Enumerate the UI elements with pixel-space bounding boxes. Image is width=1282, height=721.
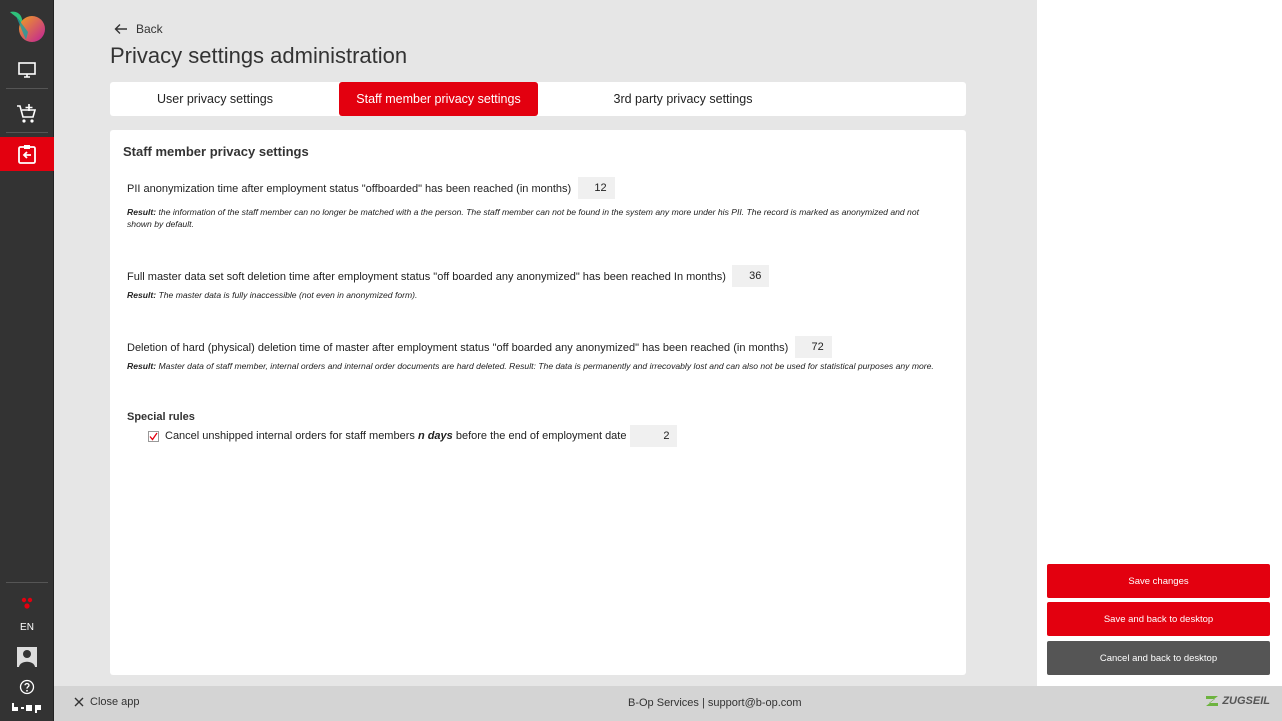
settings-panel [110, 130, 966, 675]
special-rule-text [165, 430, 626, 442]
close-app-button[interactable] [74, 696, 140, 708]
tab-staff-member-privacy[interactable]: Staff member privacy settings [339, 82, 538, 116]
save-changes-button[interactable]: Save changes [1047, 564, 1270, 598]
tab-third-party-privacy[interactable]: 3rd party privacy settings [613, 92, 753, 106]
cancel-orders-checkbox[interactable] [148, 431, 159, 442]
setting-label: PII anonymization time after employment status "offboarded" has been reached (in months) [127, 183, 572, 196]
app-logo [8, 8, 48, 46]
result-prefix: Result: [127, 361, 157, 371]
help-icon [19, 679, 35, 695]
alert-icon [19, 595, 35, 611]
arrow-left-icon [114, 23, 128, 35]
back-label: Back [136, 22, 163, 36]
add-cart-icon [16, 103, 38, 125]
setting-hard-deletion [127, 336, 832, 358]
setting-result [127, 206, 942, 230]
page-title: Privacy settings administration [110, 43, 408, 68]
close-app-label: Close app [90, 696, 140, 708]
tab-user-privacy[interactable]: User privacy settings [156, 92, 273, 106]
sidebar-item-help[interactable] [0, 670, 54, 704]
result-text: Master data of staff member, internal orders and internal order documents are hard deleted. Result: The data is permanently and irrecovably lost and can also not be used for statistical purposes any more. [156, 361, 934, 371]
footer [54, 686, 1282, 721]
brand-logo [1205, 695, 1270, 707]
special-rule-row [148, 425, 677, 447]
setting-label: Full master data set soft deletion time after employment status "off boarded any anonymized" has been reached In months) [127, 271, 726, 284]
sidebar-divider [6, 582, 48, 583]
panel-title: Staff member privacy settings [123, 144, 309, 159]
days-input[interactable]: 2 [630, 425, 677, 447]
back-link[interactable] [114, 22, 163, 36]
result-prefix: Result: [127, 290, 157, 300]
brand-name: ZUGSEIL [1222, 695, 1270, 707]
result-text: the information of the staff member can no longer be matched with a the person. The staff member can not be found in the system any more under his PII. The record is marked as anonymized and not shown by default. [127, 207, 919, 229]
sidebar-item-notifications[interactable] [0, 586, 54, 620]
sidebar-divider [6, 132, 48, 133]
special-rules-title: Special rules [127, 411, 195, 423]
setting-soft-deletion [127, 265, 769, 287]
clipboard-return-icon [17, 143, 37, 165]
action-pane [1037, 0, 1282, 686]
setting-label: Deletion of hard (physical) deletion time of master after employment status "off boarded any anonymized" has been reached (in months) [127, 342, 789, 355]
result-prefix: Result: [127, 207, 157, 217]
checkmark-icon [149, 432, 158, 441]
special-rule-text-before: Cancel unshipped internal orders for staff members [165, 430, 415, 442]
result-text: The master data is fully inaccessible (not even in anonymized form). [156, 290, 418, 300]
cancel-and-back-button[interactable]: Cancel and back to desktop [1047, 641, 1270, 675]
months-input[interactable]: 12 [578, 177, 615, 199]
setting-result [127, 289, 942, 301]
close-icon [74, 697, 84, 707]
setting-pii-anonymization [127, 177, 615, 199]
special-rule-emphasis: n days [417, 430, 453, 442]
sidebar-item-cart[interactable] [0, 97, 54, 131]
language-selector[interactable]: EN [20, 622, 34, 633]
special-rule-text-after: before the end of employment date [455, 430, 627, 442]
user-avatar-icon [17, 647, 37, 667]
save-and-back-button[interactable]: Save and back to desktop [1047, 602, 1270, 636]
months-input[interactable]: 36 [732, 265, 769, 287]
sidebar-item-profile[interactable] [0, 640, 54, 674]
tab-bar [110, 82, 966, 116]
months-input[interactable]: 72 [795, 336, 832, 358]
main-area [54, 0, 1037, 686]
sidebar [0, 0, 54, 721]
sidebar-item-admin[interactable] [0, 137, 54, 171]
sidebar-item-desktop[interactable] [0, 53, 54, 87]
zugseil-logo-icon [1205, 695, 1219, 707]
setting-result [127, 360, 942, 372]
footer-support: B-Op Services | support@b-op.com [628, 697, 802, 709]
monitor-icon [17, 61, 37, 79]
bop-logo [11, 701, 43, 713]
sidebar-divider [6, 88, 48, 89]
